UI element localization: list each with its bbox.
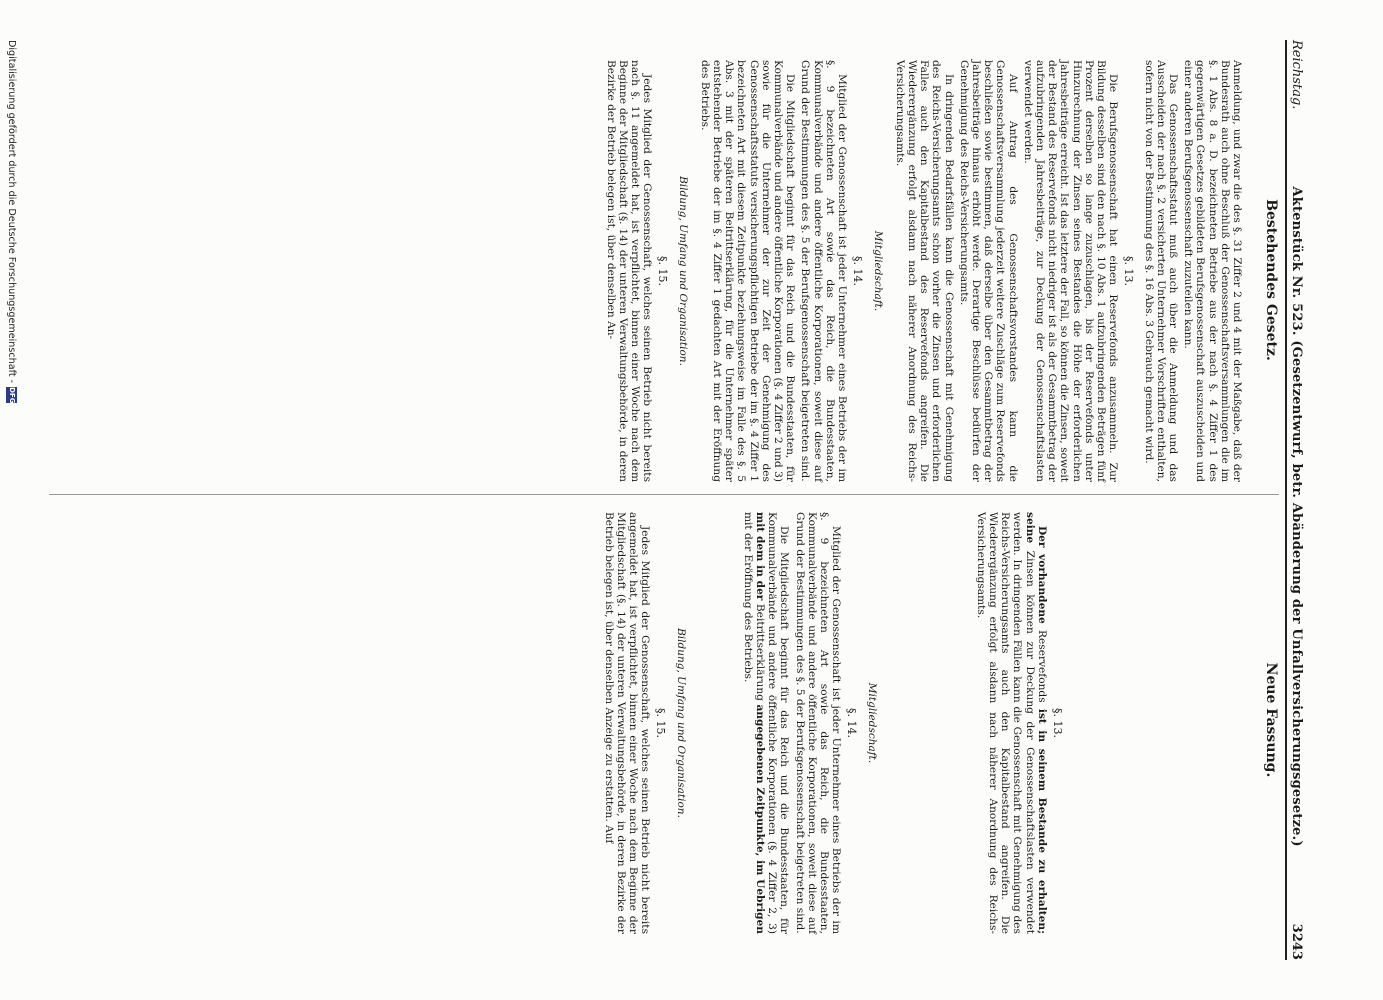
spacer bbox=[888, 512, 972, 934]
bold-phrase: Der vorhandene bbox=[1035, 526, 1048, 624]
bold-phrase: ist in seinem Bestande zu erhalten; seine bbox=[1023, 512, 1048, 934]
right-paragraph bbox=[975, 512, 1048, 934]
left-paragraph: Die Berufsgenossenschaft hat einen Reservefonds anzusammeln. Zur Bildung desselben sind den nach §. 10 Abs. 1 aufzubringenden Beträgen fünf Prozent derselben so lange zuzuschlagen, bis der Reservefonds unter Hinzurechnung der Zinsen seines Bestandes die Höhe der erforderlichen Jahresbeiträge erreicht. Ist das letztere der Fall, so können die Zinsen, soweit der Bestand des Reservefonds nicht niedriger ist als der Gesammtbetrag der aufzubringenden Jahresbeiträge, zur Deckung der Genossenschaftslasten verwendet werden. bbox=[1021, 60, 1120, 482]
footer-text: Digitalisierung gefördert durch die Deutsche Forschungsgemeinschaft - bbox=[6, 40, 17, 384]
text-run: Beitrittserklärung bbox=[753, 600, 766, 705]
bold-phrase: angegebenen Zeitpunkte, im Uebrigen bbox=[753, 704, 766, 934]
left-column-heading: Bestehendes Gesetz. bbox=[1263, 199, 1279, 361]
text-run: Reservefonds bbox=[1035, 623, 1048, 709]
left-paragraph: Das Genossenschaftsstatut muß auch über die Anmeldung und das Ausscheiden der nach §. 2 versicherten Unternehmer Vorschriften enthalten, sofern nicht von der Bestimmung des §. 16 Abs. 3 Gebrauch gemacht wird. bbox=[1142, 60, 1179, 482]
header-left: Reichstag. bbox=[1289, 40, 1304, 110]
section-14-title: §. 14. bbox=[851, 256, 865, 286]
left-paragraph: In dringenden Bedarfsfällen kann die Genossenschaft mit Genehmigung des Reichs-Versicherungsamts schon vorher die Zinsen und erforderlichen Falles auch den Kapitalbestand des Reservefonds angreifen. Die Wiederergänzung erfolgt alsdann nach näherer Anordnung des Reichs-Versicherungsamts. bbox=[893, 60, 955, 482]
text-run: mit der Eröffnung des Betriebs. bbox=[741, 512, 754, 683]
left-paragraph: Mitglied der Genossenschaft ist jeder Unternehmer eines Betriebs der im §. 9 bezeichneten Art sowie das Reich, die Bundesstaaten, Kommunalverbände und andere öffentliche Korporationen, soweit diese auf Grund der Bestimmungen des §. 5 der Berufsgenossenschaft beigetreten sind. bbox=[799, 60, 849, 482]
spacer bbox=[697, 512, 739, 934]
section-14-title: §. 14. bbox=[845, 708, 859, 738]
left-paragraph: Die Mitgliedschaft beginnt für das Reich und die Bundesstaaten, für Kommunalverbände und andere öffentliche Korporationen (§. 4 Ziffer 2 und 3) sowie für die Unternehmer der zur Zeit der Genehmigung des Genossenschaftsstatuts versicherungspflichtigen Betriebe der im §. 4 Ziffer 1 bezeichneten Art mit diesem Zeitpunkte beziehungsweise im Falle des §. 5 Abs. 3 mit der späteren Beitrittserklärung, für die Unternehmer später entstehender Betriebe der im §. 4 Ziffer 1 gedachten Art mit der Eröffnung des Betriebs. bbox=[698, 60, 797, 482]
dfg-logo: DFG bbox=[8, 387, 16, 404]
text-run: Die Mitgliedschaft beginnt für das Reich und die Bundesstaaten, für Kommunalverbände und andere öffentliche Korporationen (§. 4 Ziffer 2, 3) bbox=[766, 512, 791, 934]
left-paragraph: Auf Antrag des Genossenschaftsvorstandes kann die Genossenschaftsversammlung jederzeit weitere Zuschläge zum Reservefonds beschließen sowie bestimmen, daß derselbe über den Gesammtbetrag der Jahresbeiträge hinaus erhöht werde. Derartige Beschlüsse bedürfen der Genehmigung des Reichs-Versicherungsamts. bbox=[957, 60, 1019, 482]
section-13-title: §. 13. bbox=[1051, 708, 1064, 738]
section-15-title: §. 15. bbox=[654, 708, 668, 738]
header-title: Aktenstück Nr. 523. (Gesetzentwurf, betr. Abänderung der Unfallversicherungsgesetze.) bbox=[1289, 186, 1304, 847]
right-paragraph: Jedes Mitglied der Genossenschaft, welches seinen Betrieb nicht bereits angemeldet hat, ist verpflichtet, binnen einer Woche nach dem Beginne der Mitgliedschaft (§. 14) der unteren Verwaltungsbehörde, in deren Bezirke der Betrieb belegen ist, über denselben Anzeige zu erstatten. Auf bbox=[602, 512, 652, 934]
spacer bbox=[1071, 512, 1243, 934]
right-paragraph bbox=[742, 512, 791, 934]
section-13-title: §. 13. bbox=[1122, 256, 1136, 286]
subheading-bildung: Bildung, Umfang und Organisation. bbox=[674, 628, 687, 818]
right-paragraph: Mitglied der Genossenschaft ist jeder Unternehmer eines Betriebs der im §. 9 bezeichneten Art sowie das Reich, die Bundesstaaten, Kommunalverbände und andere öffentliche Korporationen, soweit diese auf Grund der Bestimmungen des §. 5 der Berufsgenossenschaft beigetreten sind. bbox=[793, 512, 843, 934]
left-column bbox=[601, 60, 1243, 482]
right-column-heading: Neue Fassung. bbox=[1263, 662, 1279, 778]
digitization-footer bbox=[6, 40, 17, 403]
right-column bbox=[599, 512, 1243, 934]
column-divider bbox=[49, 494, 1279, 495]
section-15-title: §. 15. bbox=[656, 256, 670, 286]
text-run: Zinsen können zur Deckung der Genossenschaftslasten verwendet werden. In dringenden Fällen kann die Genossenschaft mit Genehmigung des Reichs-Versicherungsamts auch den Kapitalbestand angreifen. Die Wiederergänzung erfolgt alsdann nach näherer Anordnung des Reichs-Versicherungsamts. bbox=[974, 512, 1036, 934]
bold-phrase: mit dem in der bbox=[753, 512, 766, 601]
left-paragraph: Anmeldung, und zwar die des §. 31 Ziffer 2 und 4 mit der Maßgabe, daß der Bundesrath auch ohne Beschluß der Genossenschaftsversammlungen die im §. 1 Abs. 8 a. D. bezeichneten Betriebe aus der nach §. 4 Ziffer 1 des gegenwärtigen Gesetzes gebildeten Berufsgenossenschaft auszuscheiden und einer anderen Berufsgenossenschaft zuzuteilen kann. bbox=[1182, 60, 1243, 482]
page-number: 3243 bbox=[1289, 923, 1304, 960]
subheading-bildung: Bildung, Umfang und Organisation. bbox=[676, 176, 689, 366]
page-header bbox=[1285, 40, 1309, 960]
subheading-mitgliedschaft: Mitgliedschaft. bbox=[871, 230, 884, 312]
left-paragraph: Jedes Mitglied der Genossenschaft, welches seinen Betrieb nicht bereits nach §. 11 angemeldet hat, ist verpflichtet, binnen einer Woche nach dem Beginne der Mitgliedschaft (§. 14) der unteren Verwaltungsbehörde, in deren Bezirke der Betrieb belegen ist, über denselben An- bbox=[604, 60, 654, 482]
subheading-mitgliedschaft: Mitgliedschaft. bbox=[865, 682, 878, 764]
